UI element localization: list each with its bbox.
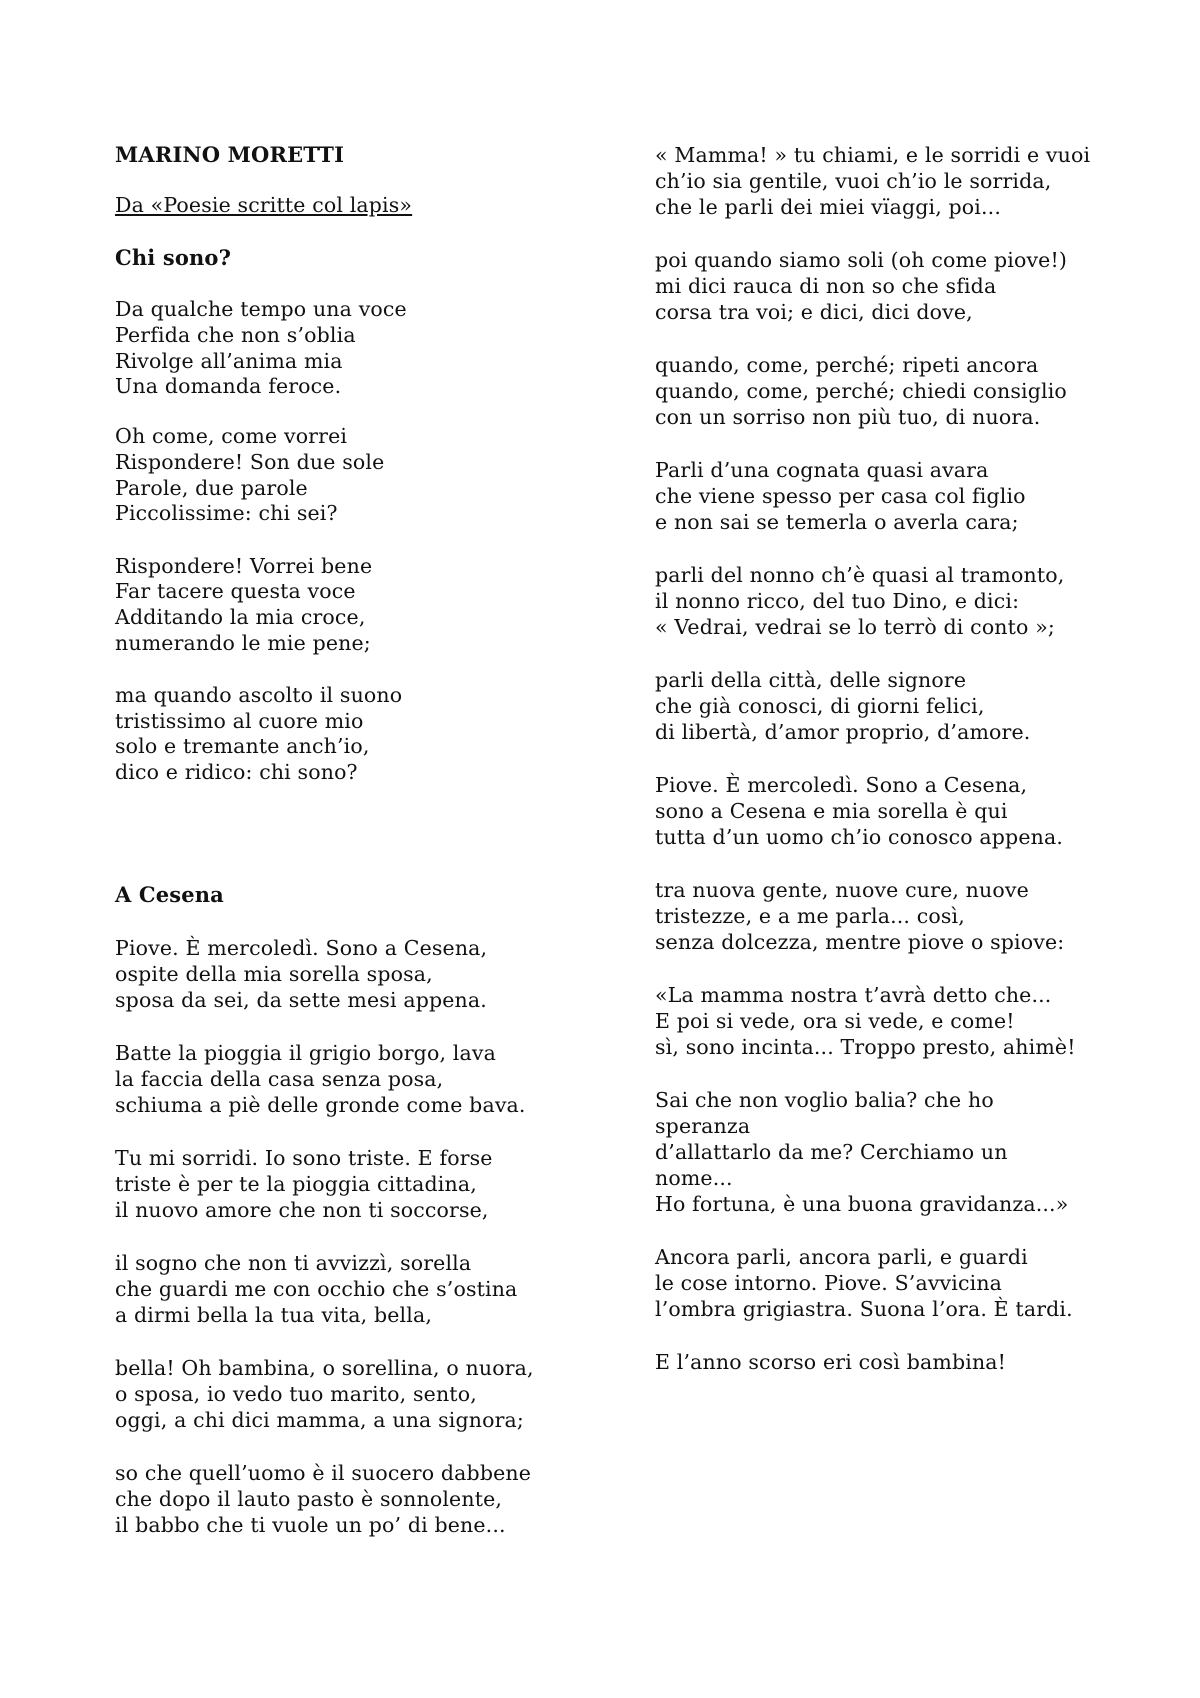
poem-line: ch’io sia gentile, vuoi ch’io le sorrida,	[655, 169, 1052, 193]
poem-line: speranza	[655, 1114, 751, 1138]
poem-line: so che quell’uomo è il suocero dabbene	[115, 1461, 532, 1485]
poem-line: quando, come, perché; ripeti ancora	[655, 353, 1039, 377]
poem-line: nome...	[655, 1166, 733, 1190]
poem-line: che dopo il lauto pasto è sonnolente,	[115, 1487, 503, 1511]
poem-line: tra nuova gente, nuove cure, nuove	[655, 878, 1029, 902]
poem-line: Far tacere questa voce	[115, 579, 356, 603]
poem-line: triste è per te la pioggia cittadina,	[115, 1172, 477, 1196]
poem-title-a-cesena: A Cesena	[115, 882, 224, 907]
poem-line: « Vedrai, vedrai se lo terrò di conto »;	[655, 615, 1055, 639]
author-heading: MARINO MORETTI	[115, 142, 345, 167]
poem-line: «La mamma nostra t’avrà detto che...	[655, 983, 1052, 1007]
poem-line: che viene spesso per casa col figlio	[655, 484, 1026, 508]
poem-line: o sposa, io vedo tuo marito, sento,	[115, 1382, 477, 1406]
poem-line: dico e ridico: chi sono?	[115, 760, 358, 784]
poem-line: Sai che non voglio balia? che ho	[655, 1088, 994, 1112]
poem-line: mi dici rauca di non so che sfida	[655, 274, 997, 298]
poem-line: bella! Oh bambina, o sorellina, o nuora,	[115, 1356, 534, 1380]
poem-line: corsa tra voi; e dici, dici dove,	[655, 300, 973, 324]
poem-line: Piove. È mercoledì. Sono a Cesena,	[655, 773, 1028, 797]
poem-line: Rispondere! Son due sole	[115, 450, 385, 474]
poem-line: Rivolge all’anima mia	[115, 349, 343, 373]
poem-line: il sogno che non ti avvizzì, sorella	[115, 1251, 472, 1275]
poem-line: ma quando ascolto il suono	[115, 683, 403, 707]
poem-line: e non sai se temerla o averla cara;	[655, 510, 1019, 534]
poem-title-chi-sono: Chi sono?	[115, 245, 232, 270]
poem-line: Ho fortuna, è una buona gravidanza...»	[655, 1192, 1069, 1216]
poem-line: oggi, a chi dici mamma, a una signora;	[115, 1408, 524, 1432]
poem-line: « Mamma! » tu chiami, e le sorridi e vuoi	[655, 143, 1091, 167]
poem-line: l’ombra grigiastra. Suona l’ora. È tardi.	[655, 1297, 1073, 1321]
poem-line: le cose intorno. Piove. S’avvicina	[655, 1271, 1003, 1295]
poem-line: Parole, due parole	[115, 476, 308, 500]
poem-line: Perfida che non s’oblia	[115, 323, 356, 347]
poem-line: Additando la mia croce,	[115, 605, 366, 629]
poem-line: Una domanda feroce.	[115, 374, 342, 398]
poem-line: Batte la pioggia il grigio borgo, lava	[115, 1041, 496, 1065]
poem-line: poi quando siamo soli (oh come piove!)	[655, 248, 1067, 272]
poem-line: sì, sono incinta... Troppo presto, ahimè!	[655, 1035, 1076, 1059]
poem-line: E l’anno scorso eri così bambina!	[655, 1350, 1007, 1374]
poem-line: numerando le mie pene;	[115, 631, 371, 655]
poem-line: E poi si vede, ora si vede, e come!	[655, 1009, 1015, 1033]
poem-line: la faccia della casa senza posa,	[115, 1067, 444, 1091]
poem-line: il nuovo amore che non ti soccorse,	[115, 1198, 489, 1222]
poem-line: Tu mi sorridi. Io sono triste. E forse	[115, 1146, 493, 1170]
poem-line: schiuma a piè delle gronde come bava.	[115, 1093, 526, 1117]
poem-line: parli del nonno ch’è quasi al tramonto,	[655, 563, 1065, 587]
poem-line: di libertà, d’amor proprio, d’amore.	[655, 720, 1031, 744]
poem-line: Da qualche tempo una voce	[115, 297, 407, 321]
poem-line: Ancora parli, ancora parli, e guardi	[655, 1245, 1028, 1269]
poem-line: che guardi me con occhio che s’ostina	[115, 1277, 518, 1301]
poem-line: sono a Cesena e mia sorella è qui	[655, 799, 1008, 823]
poem-line: Parli d’una cognata quasi avara	[655, 458, 989, 482]
poem-line: che già conosci, di giorni felici,	[655, 694, 985, 718]
poem-line: Piccolissime: chi sei?	[115, 501, 338, 525]
poem-line: Oh come, come vorrei	[115, 424, 348, 448]
poem-line: ospite della mia sorella sposa,	[115, 962, 433, 986]
poem-line: tristezze, e a me parla... così,	[655, 904, 965, 928]
poem-line: senza dolcezza, mentre piove o spiove:	[655, 930, 1065, 954]
poem-line: a dirmi bella la tua vita, bella,	[115, 1303, 432, 1327]
poem-line: sposa da sei, da sette mesi appena.	[115, 988, 487, 1012]
poem-line: con un sorriso non più tuo, di nuora.	[655, 405, 1041, 429]
source-subtitle: Da «Poesie scritte col lapis»	[115, 193, 413, 217]
poem-line: quando, come, perché; chiedi consiglio	[655, 379, 1067, 403]
poem-line: tristissimo al cuore mio	[115, 709, 364, 733]
poem-line: parli della città, delle signore	[655, 668, 967, 692]
poem-line: Rispondere! Vorrei bene	[115, 554, 373, 578]
poem-line: il babbo che ti vuole un po’ di bene...	[115, 1513, 506, 1537]
poem-line: solo e tremante anch’io,	[115, 734, 370, 758]
poem-line: d’allattarlo da me? Cerchiamo un	[655, 1140, 1008, 1164]
poem-line: il nonno ricco, del tuo Dino, e dici:	[655, 589, 1020, 613]
poem-line: tutta d’un uomo ch’io conosco appena.	[655, 825, 1063, 849]
poem-line: Piove. È mercoledì. Sono a Cesena,	[115, 936, 488, 960]
poem-line: che le parli dei miei vïaggi, poi...	[655, 195, 1002, 219]
